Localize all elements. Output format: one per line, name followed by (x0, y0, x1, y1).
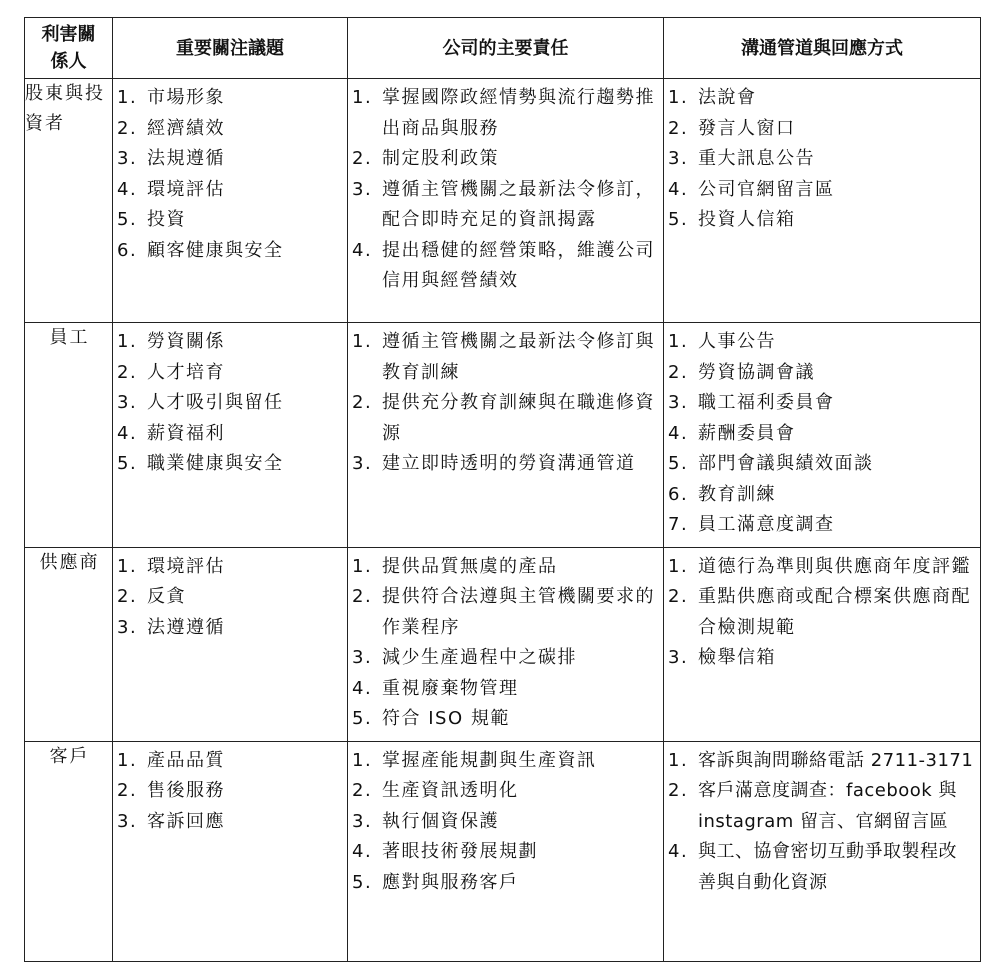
item-text: 產品品質 (147, 749, 225, 771)
responsibilities-cell (348, 547, 664, 741)
list-item (668, 643, 974, 674)
list-item (117, 175, 341, 206)
list-item (117, 144, 341, 175)
item-text: 反貪 (147, 586, 186, 607)
list-item (352, 388, 657, 449)
responsibilities-cell (348, 741, 664, 961)
item-text: 員工滿意度調查 (698, 514, 835, 535)
item-text: 售後服務 (147, 780, 225, 801)
item-number: 4. (668, 422, 689, 444)
item-text: 著眼技術發展規劃 (382, 841, 538, 862)
list-item (352, 144, 657, 175)
item-text: 人事公告 (698, 331, 776, 352)
item-text: 法規遵循 (147, 148, 225, 169)
item-text: 重大訊息公告 (698, 148, 815, 169)
list-item (668, 552, 974, 583)
list-item (117, 552, 341, 583)
list-item (668, 582, 974, 643)
issues-list (113, 79, 347, 272)
item-number: 2. (352, 392, 373, 413)
list-item (352, 674, 657, 705)
item-number: 4. (352, 841, 373, 862)
item-text: 職工福利委員會 (698, 392, 835, 413)
item-text: 人才培育 (147, 361, 225, 383)
table-row (25, 741, 981, 961)
issues-cell (113, 79, 348, 323)
item-text: 客訴與詢問聯絡電話 2711-3171 (698, 749, 974, 771)
issues-list (113, 323, 347, 486)
list-item (668, 327, 974, 358)
item-number: 1. (352, 87, 373, 108)
list-item (668, 419, 974, 450)
item-number: 2. (117, 780, 138, 801)
item-number: 2. (117, 117, 138, 139)
item-text: 法遵遵循 (147, 616, 225, 638)
item-text: 執行個資保護 (382, 810, 499, 832)
channels-cell (664, 741, 981, 961)
list-item (352, 236, 657, 297)
item-number: 5. (668, 209, 689, 230)
item-text: 遵循主管機關之最新法令修訂與教育訓練 (382, 331, 655, 383)
list-item (352, 776, 657, 807)
list-item (668, 480, 974, 511)
list-item (117, 582, 341, 613)
item-text: 發言人窗口 (698, 117, 796, 139)
header-stakeholder: 利害關係人 (25, 18, 113, 79)
channels-cell (664, 79, 981, 323)
item-number: 3. (117, 616, 138, 638)
list-item (352, 868, 657, 899)
issues-list (113, 548, 347, 650)
issues-list (113, 742, 347, 844)
channels-list (664, 323, 980, 547)
list-item (668, 175, 974, 206)
responsibilities-list (348, 742, 663, 905)
item-number: 3. (352, 453, 373, 474)
item-text: 職業健康與安全 (147, 453, 284, 474)
list-item (668, 510, 974, 541)
item-number: 4. (668, 841, 689, 862)
table-row (25, 79, 981, 323)
list-item (668, 83, 974, 114)
item-number: 1. (352, 749, 373, 771)
item-number: 2. (352, 780, 373, 801)
item-number: 5. (668, 453, 689, 474)
item-number: 4. (668, 178, 689, 200)
item-text: 公司官網留言區 (698, 178, 835, 200)
issues-cell (113, 547, 348, 741)
responsibilities-list (348, 323, 663, 486)
item-number: 5. (117, 209, 138, 230)
item-text: 投資 (147, 209, 186, 230)
item-text: 制定股利政策 (382, 148, 499, 169)
issues-cell (113, 323, 348, 548)
list-item (668, 205, 974, 236)
list-item (668, 776, 974, 837)
item-number: 2. (668, 780, 689, 801)
responsibilities-cell (348, 79, 664, 323)
list-item (117, 746, 341, 777)
table-row (25, 547, 981, 741)
item-text: 環境評估 (147, 178, 225, 200)
list-item (352, 449, 657, 480)
list-item (117, 83, 341, 114)
item-number: 1. (117, 87, 138, 108)
item-text: 提供品質無虞的產品 (382, 555, 558, 577)
list-item (668, 746, 974, 777)
list-item (352, 552, 657, 583)
item-number: 1. (117, 749, 138, 771)
item-number: 1. (117, 331, 138, 352)
list-item (117, 114, 341, 145)
item-number: 2. (668, 361, 689, 383)
item-number: 3. (668, 148, 689, 169)
item-number: 1. (668, 749, 689, 771)
list-item (352, 175, 657, 236)
list-item (117, 419, 341, 450)
item-text: 投資人信箱 (698, 209, 796, 230)
item-number: 1. (668, 87, 689, 108)
list-item (117, 613, 341, 644)
item-text: 道德行為準則與供應商年度評鑑 (698, 555, 971, 577)
list-item (117, 205, 341, 236)
item-number: 5. (352, 871, 373, 893)
item-number: 3. (352, 178, 373, 200)
item-text: 符合 ISO 規範 (382, 708, 510, 729)
item-text: 薪資福利 (147, 422, 225, 444)
list-item (117, 327, 341, 358)
item-number: 5. (352, 708, 373, 729)
header-row (25, 18, 981, 79)
stakeholder-cell: 員工 (25, 323, 113, 548)
item-number: 2. (668, 117, 689, 139)
item-number: 2. (117, 361, 138, 383)
item-text: 法說會 (698, 87, 757, 108)
item-number: 5. (117, 453, 138, 474)
item-text: 客戶滿意度調查：facebook 與 instagram 留言、官網留言區 (698, 780, 957, 832)
item-text: 教育訓練 (698, 483, 776, 505)
item-number: 4. (352, 239, 373, 261)
item-number: 2. (668, 586, 689, 607)
item-text: 勞資關係 (147, 331, 225, 352)
list-item (668, 837, 974, 898)
item-text: 遵循主管機關之最新法令修訂，配合即時充足的資訊揭露 (382, 178, 655, 230)
item-number: 1. (352, 331, 373, 352)
item-text: 部門會議與績效面談 (698, 453, 874, 474)
item-number: 4. (117, 178, 138, 200)
item-text: 掌握產能規劃與生產資訊 (382, 749, 597, 771)
item-text: 客訴回應 (147, 810, 225, 832)
item-number: 4. (352, 677, 373, 699)
list-item (117, 358, 341, 389)
list-item (117, 236, 341, 267)
item-number: 3. (668, 647, 689, 668)
channels-list (664, 548, 980, 680)
item-text: 提出穩健的經營策略，維護公司信用與經營績效 (382, 239, 655, 291)
item-text: 應對與服務客戶 (382, 871, 519, 893)
item-text: 顧客健康與安全 (147, 239, 284, 261)
item-number: 2. (352, 586, 373, 607)
item-number: 6. (668, 483, 689, 505)
item-number: 7. (668, 514, 689, 535)
list-item (352, 837, 657, 868)
item-text: 市場形象 (147, 87, 225, 108)
item-number: 3. (352, 810, 373, 832)
item-text: 人才吸引與留任 (147, 392, 284, 413)
list-item (668, 144, 974, 175)
item-text: 掌握國際政經情勢與流行趨勢推出商品與服務 (382, 87, 655, 139)
item-number: 2. (352, 148, 373, 169)
item-number: 3. (117, 392, 138, 413)
item-number: 1. (668, 555, 689, 577)
list-item (117, 388, 341, 419)
channels-cell (664, 547, 981, 741)
item-number: 3. (668, 392, 689, 413)
list-item (668, 114, 974, 145)
item-text: 檢舉信箱 (698, 647, 776, 668)
item-number: 6. (117, 239, 138, 261)
item-text: 與工、協會密切互動爭取製程改善與自動化資源 (698, 841, 957, 893)
header-responsibilities: 公司的主要責任 (348, 18, 664, 79)
item-text: 環境評估 (147, 555, 225, 577)
list-item (668, 388, 974, 419)
header-issues: 重要關注議題 (113, 18, 348, 79)
list-item (352, 83, 657, 144)
header-channels: 溝通管道與回應方式 (664, 18, 981, 79)
item-text: 提供充分教育訓練與在職進修資源 (382, 392, 655, 444)
item-text: 薪酬委員會 (698, 422, 796, 444)
list-item (117, 449, 341, 480)
item-text: 生產資訊透明化 (382, 780, 519, 801)
list-item (352, 327, 657, 388)
item-number: 3. (117, 148, 138, 169)
channels-cell (664, 323, 981, 548)
stakeholder-cell: 客戶 (25, 741, 113, 961)
list-item (668, 449, 974, 480)
responsibilities-cell (348, 323, 664, 548)
item-number: 4. (117, 422, 138, 444)
responsibilities-list (348, 79, 663, 303)
table-row (25, 323, 981, 548)
item-text: 提供符合法遵與主管機關要求的作業程序 (382, 586, 655, 638)
stakeholder-cell: 股東與投資者 (25, 79, 113, 323)
list-item (117, 807, 341, 838)
item-text: 建立即時透明的勞資溝通管道 (382, 453, 636, 474)
item-number: 2. (117, 586, 138, 607)
channels-list (664, 79, 980, 242)
item-number: 3. (352, 647, 373, 668)
item-number: 1. (352, 555, 373, 577)
list-item (352, 807, 657, 838)
list-item (352, 582, 657, 643)
list-item (117, 776, 341, 807)
list-item (352, 643, 657, 674)
item-text: 經濟績效 (147, 117, 225, 139)
item-text: 重視廢棄物管理 (382, 677, 519, 699)
item-text: 勞資協調會議 (698, 361, 815, 383)
channels-list (664, 742, 980, 905)
item-number: 1. (668, 331, 689, 352)
item-number: 1. (117, 555, 138, 577)
item-text: 重點供應商或配合標案供應商配合檢測規範 (698, 586, 971, 638)
list-item (352, 746, 657, 777)
stakeholder-cell: 供應商 (25, 547, 113, 741)
item-text: 減少生產過程中之碳排 (382, 647, 577, 668)
list-item (668, 358, 974, 389)
issues-cell (113, 741, 348, 961)
responsibilities-list (348, 548, 663, 741)
stakeholder-table (24, 17, 981, 962)
item-number: 3. (117, 810, 138, 832)
list-item (352, 704, 657, 735)
